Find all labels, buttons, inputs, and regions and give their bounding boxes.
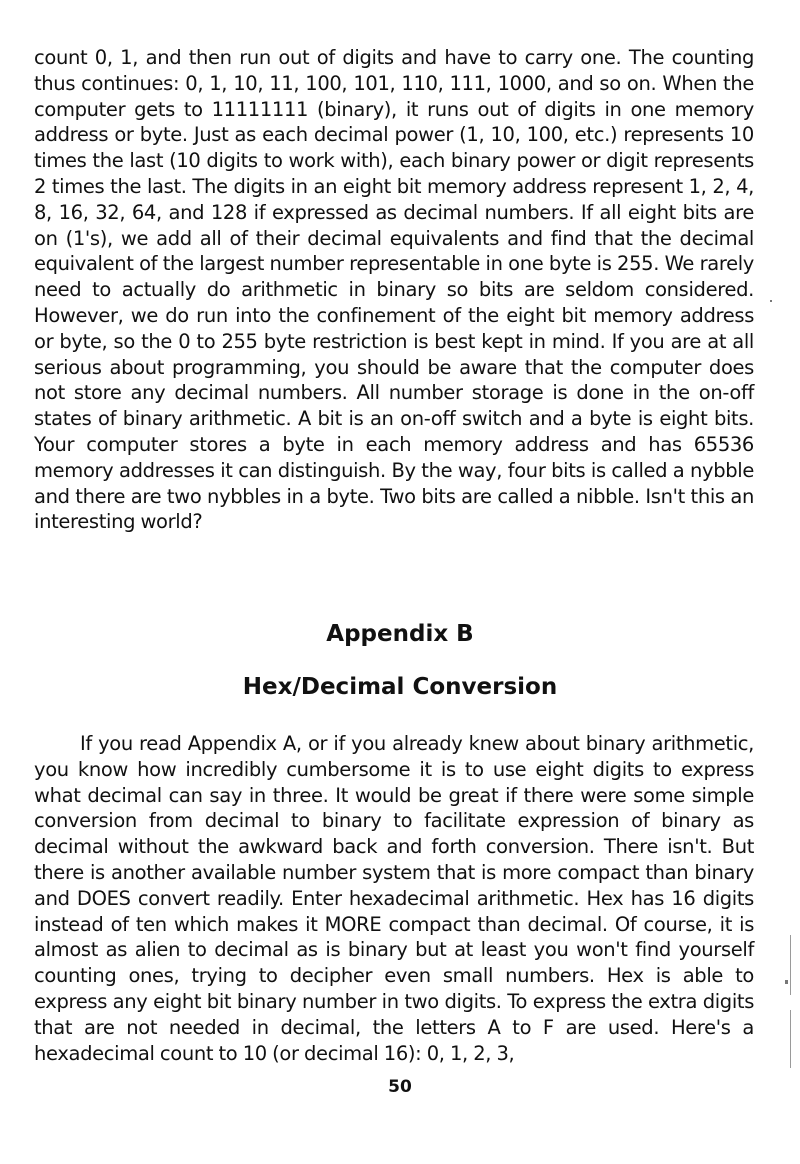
appendix-title: Appendix B [326,621,474,647]
body-paragraph-hex: If you read Appendix A, or if you already knew about binary arithmetic, you know how incredibly cumbersome it is to use eight digits to express what decimal can say in three. It would be great if there were some simple conversion from decimal to binary to facilitate expression of binary as decimal without the awkward back and forth conversion. There isn't. But there is another available number system that is more compact than binary and DOES convert readily. Enter hexadecimal arithmetic. Hex has 16 digits instead of ten which makes it MORE compact than decimal. Of course, it is almost as alien to decimal as is binary but at least you won't find yourself counting ones, trying to decipher even small numbers. Hex is able to express any eight bit binary number in two digits. To express the extra digits that are not needed in decimal, the letters A to F are used. Here's a hexadecimal count to 10 (or decimal 16): 0, 1, 2, 3, [34,732,754,1065]
appendix-subtitle: Hex/Decimal Conversion [242,674,558,700]
scan-artifact-dot [785,980,788,984]
scan-artifact-dot [770,300,772,302]
scan-artifact-line [790,1010,791,1068]
body-paragraph-binary: count 0, 1, and then run out of digits and have to carry one. The counting thus continues: 0, 1, 10, 11, 100, 101, 110, 111, 1000, and so on. When the computer gets to 11111111 (binary), it runs out of digits in one memory address or byte. Just as each decimal power (1, 10, 100, etc.) represents 10 times the last (10 digits to work with), each binary power or digit represents 2 times the last. The digits in an eight bit memory address represent 1, 2, 4, 8, 16, 32, 64, and 128 if expressed as decimal numbers. If all eight bits are on (1's), we add all of their decimal equivalents and find that the decimal equivalent of the largest number representable in one byte is 255. We rarely need to actually do arithmetic in binary so bits are seldom considered. However, we do run into the confinement of the eight bit memory address or byte, so the 0 to 255 byte restriction is best kept in mind. If you are at all serious about programming, you should be aware that the computer does not store any decimal numbers. All number storage is done in the on-off states of binary arithmetic. A bit is an on-off switch and a byte is eight bits. Your computer stores a byte in each memory address and has 65536 memory addresses it can distinguish. By the way, four bits is called a nybble and there are two nybbles in a byte. Two bits are called a nibble. Isn't this an interesting world? [34,46,754,534]
page-number: 50 [388,1077,412,1097]
scan-artifact-line [790,935,791,995]
